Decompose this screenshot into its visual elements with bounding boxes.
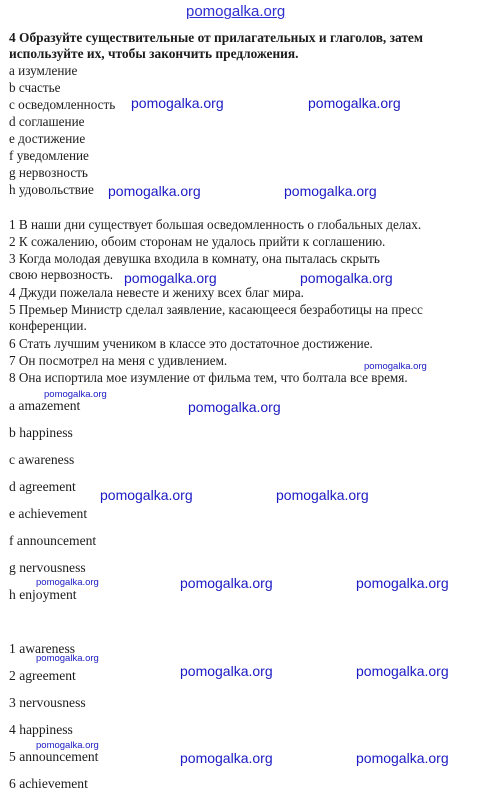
watermark: pomogalka.org [276, 487, 369, 503]
watermark: pomogalka.org [180, 663, 273, 679]
answer-item: 1 awareness [9, 641, 76, 656]
watermark: pomogalka.org [36, 577, 99, 588]
answer-item: 4 happiness [9, 722, 73, 737]
option-item: a изумление [9, 63, 78, 78]
task-title: 4 Образуйте существительные от прилагательных и глаголов, затем используйте их, чтобы закончить предложения. [9, 30, 423, 61]
watermark: pomogalka.org [364, 361, 427, 372]
watermark: pomogalka.org [188, 399, 281, 415]
watermark: pomogalka.org [356, 750, 449, 766]
watermark: pomogalka.org [124, 270, 217, 286]
watermark: pomogalka.org [100, 487, 193, 503]
watermark: pomogalka.org [131, 95, 224, 111]
answer-item: g nervousness [9, 560, 86, 575]
sentence-line: 3 Когда молодая девушка входила в комнату, она пыталась скрыть [9, 251, 380, 266]
option-item: f уведомление [9, 148, 89, 163]
option-item: b счастье [9, 80, 61, 95]
option-item: d соглашение [9, 114, 85, 129]
answer-item: 2 agreement [9, 668, 76, 683]
watermark: pomogalka.org [300, 270, 393, 286]
header-watermark[interactable]: pomogalka.org [186, 3, 286, 20]
option-item: g нервозность [9, 165, 88, 180]
sentence-line: свою нервозность. [9, 267, 114, 282]
answer-item: 3 nervousness [9, 695, 86, 710]
answer-item: b happiness [9, 425, 73, 440]
watermark: pomogalka.org [44, 389, 107, 400]
sentence-line: 7 Он посмотрел на меня с удивлением. [9, 353, 228, 368]
watermark: pomogalka.org [180, 575, 273, 591]
watermark: pomogalka.org [356, 575, 449, 591]
watermark: pomogalka.org [356, 663, 449, 679]
watermark: pomogalka.org [308, 95, 401, 111]
sentence-line: конференции. [9, 318, 87, 333]
answer-item: d agreement [9, 479, 76, 494]
option-item: h удовольствие [9, 182, 94, 197]
sentence-line: 8 Она испортила мое изумление от фильма тем, что болтала все время. [9, 370, 408, 385]
watermark: pomogalka.org [108, 183, 201, 199]
watermark: pomogalka.org [36, 740, 99, 751]
answer-item: 6 achievement [9, 776, 88, 791]
answer-item: c awareness [9, 452, 75, 467]
option-item: e достижение [9, 131, 86, 146]
sentence-line: 4 Джуди пожелала невесте и жениху всех благ мира. [9, 285, 304, 300]
watermark: pomogalka.org [180, 750, 273, 766]
answer-item: e achievement [9, 506, 88, 521]
sentence-line: 5 Премьер Министр сделал заявление, касающееся безработицы на пресс [9, 302, 423, 317]
answer-item: a amazement [9, 398, 81, 413]
watermark: pomogalka.org [284, 183, 377, 199]
option-item: c осведомленность [9, 97, 116, 112]
answer-item: 5 announcement [9, 749, 99, 764]
sentence-line: 6 Стать лучшим учеником в классе это достаточное достижение. [9, 336, 373, 351]
answer-item: h enjoyment [9, 587, 77, 602]
sentence-line: 1 В наши дни существует большая осведомленность о глобальных делах. [9, 217, 422, 232]
answer-item: f announcement [9, 533, 97, 548]
watermark: pomogalka.org [36, 653, 99, 664]
sentence-line: 2 К сожалению, обоим сторонам не удалось прийти к соглашению. [9, 234, 386, 249]
